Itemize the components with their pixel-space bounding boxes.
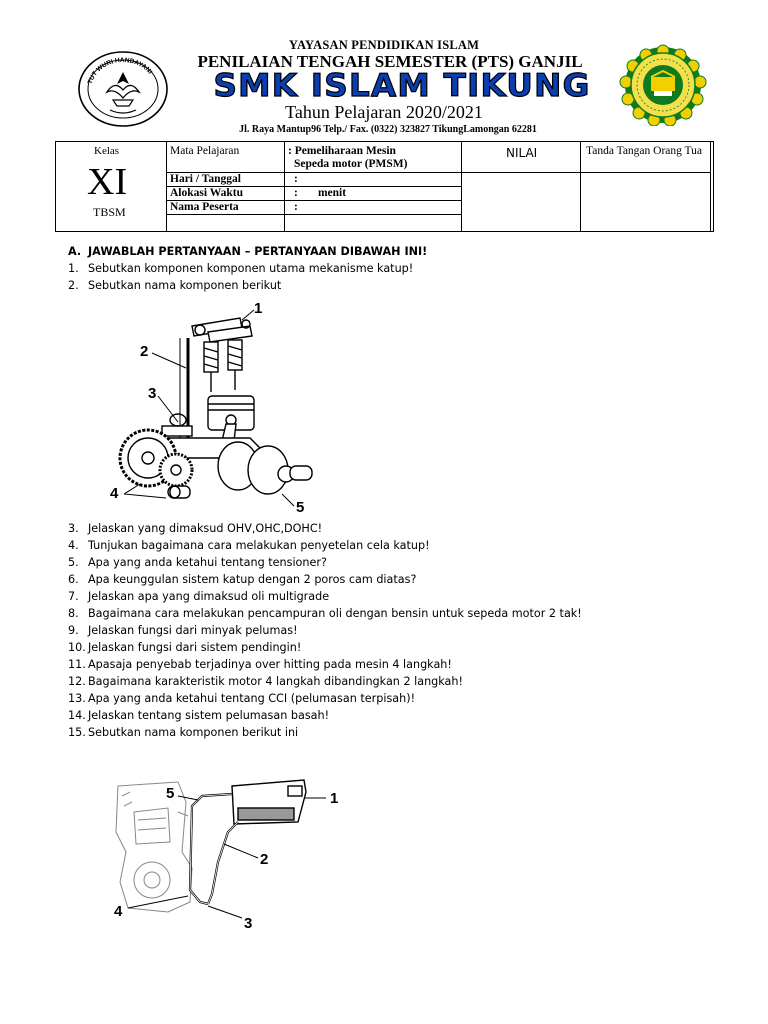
academic-year: Tahun Pelajaran 2020/2021: [285, 102, 483, 122]
figure1-callout-2: 2: [140, 343, 149, 360]
school-name: SMK ISLAM TIKUNG: [213, 68, 591, 104]
nilai-label: NILAI: [506, 146, 538, 160]
figure2-callout-2: 2: [260, 851, 269, 868]
figure1-callout-4: 4: [110, 485, 119, 502]
kelas-label: Kelas: [94, 145, 120, 157]
figure2-callout-4: 4: [114, 903, 123, 920]
tut-wuri-handayani-logo: [77, 50, 169, 128]
time-allocation-label: Alokasi Waktu: [170, 187, 243, 199]
program-label: TBSM: [93, 205, 126, 219]
figure2-callout-5: 5: [166, 785, 175, 802]
date-label: Hari / Tanggal: [170, 173, 241, 185]
date-value: :: [294, 173, 298, 185]
figure1-callout-3: 3: [148, 385, 157, 402]
valve-mechanism-figure: [100, 298, 325, 520]
foundation-name: YAYASAN PENDIDIKAN ISLAM: [288, 38, 480, 52]
lubrication-system-figure: [108, 772, 350, 932]
assessment-title: PENILAIAN TENGAH SEMESTER (PTS) GANJIL: [197, 52, 583, 71]
subject-label: Mata Pelajaran: [170, 145, 240, 157]
participant-name-value: :: [294, 201, 298, 213]
student-info-table: [55, 141, 714, 232]
participant-name-label: Nama Peserta: [170, 201, 239, 213]
figure1-callout-1: 1: [254, 300, 263, 317]
subject-value-line2: Sepeda motor (PMSM): [294, 158, 408, 170]
school-emblem-logo: [614, 44, 712, 126]
svg-text:TUT WURI HANDAYANI: TUT WURI HANDAYANI: [86, 56, 154, 86]
kelas-value: XI: [87, 161, 128, 203]
time-allocation-value: : menit: [294, 187, 347, 199]
school-address: Jl. Raya Mantup96 Telp./ Fax. (0322) 323827 TikungLamongan 62281: [239, 124, 537, 135]
figure1-callout-5: 5: [296, 499, 305, 516]
figure2-callout-1: 1: [330, 790, 339, 807]
figure2-callout-3: 3: [244, 915, 253, 932]
subject-value: : Pemeliharaan Mesin: [288, 145, 396, 157]
parent-signature-label: Tanda Tangan Orang Tua: [586, 145, 703, 157]
